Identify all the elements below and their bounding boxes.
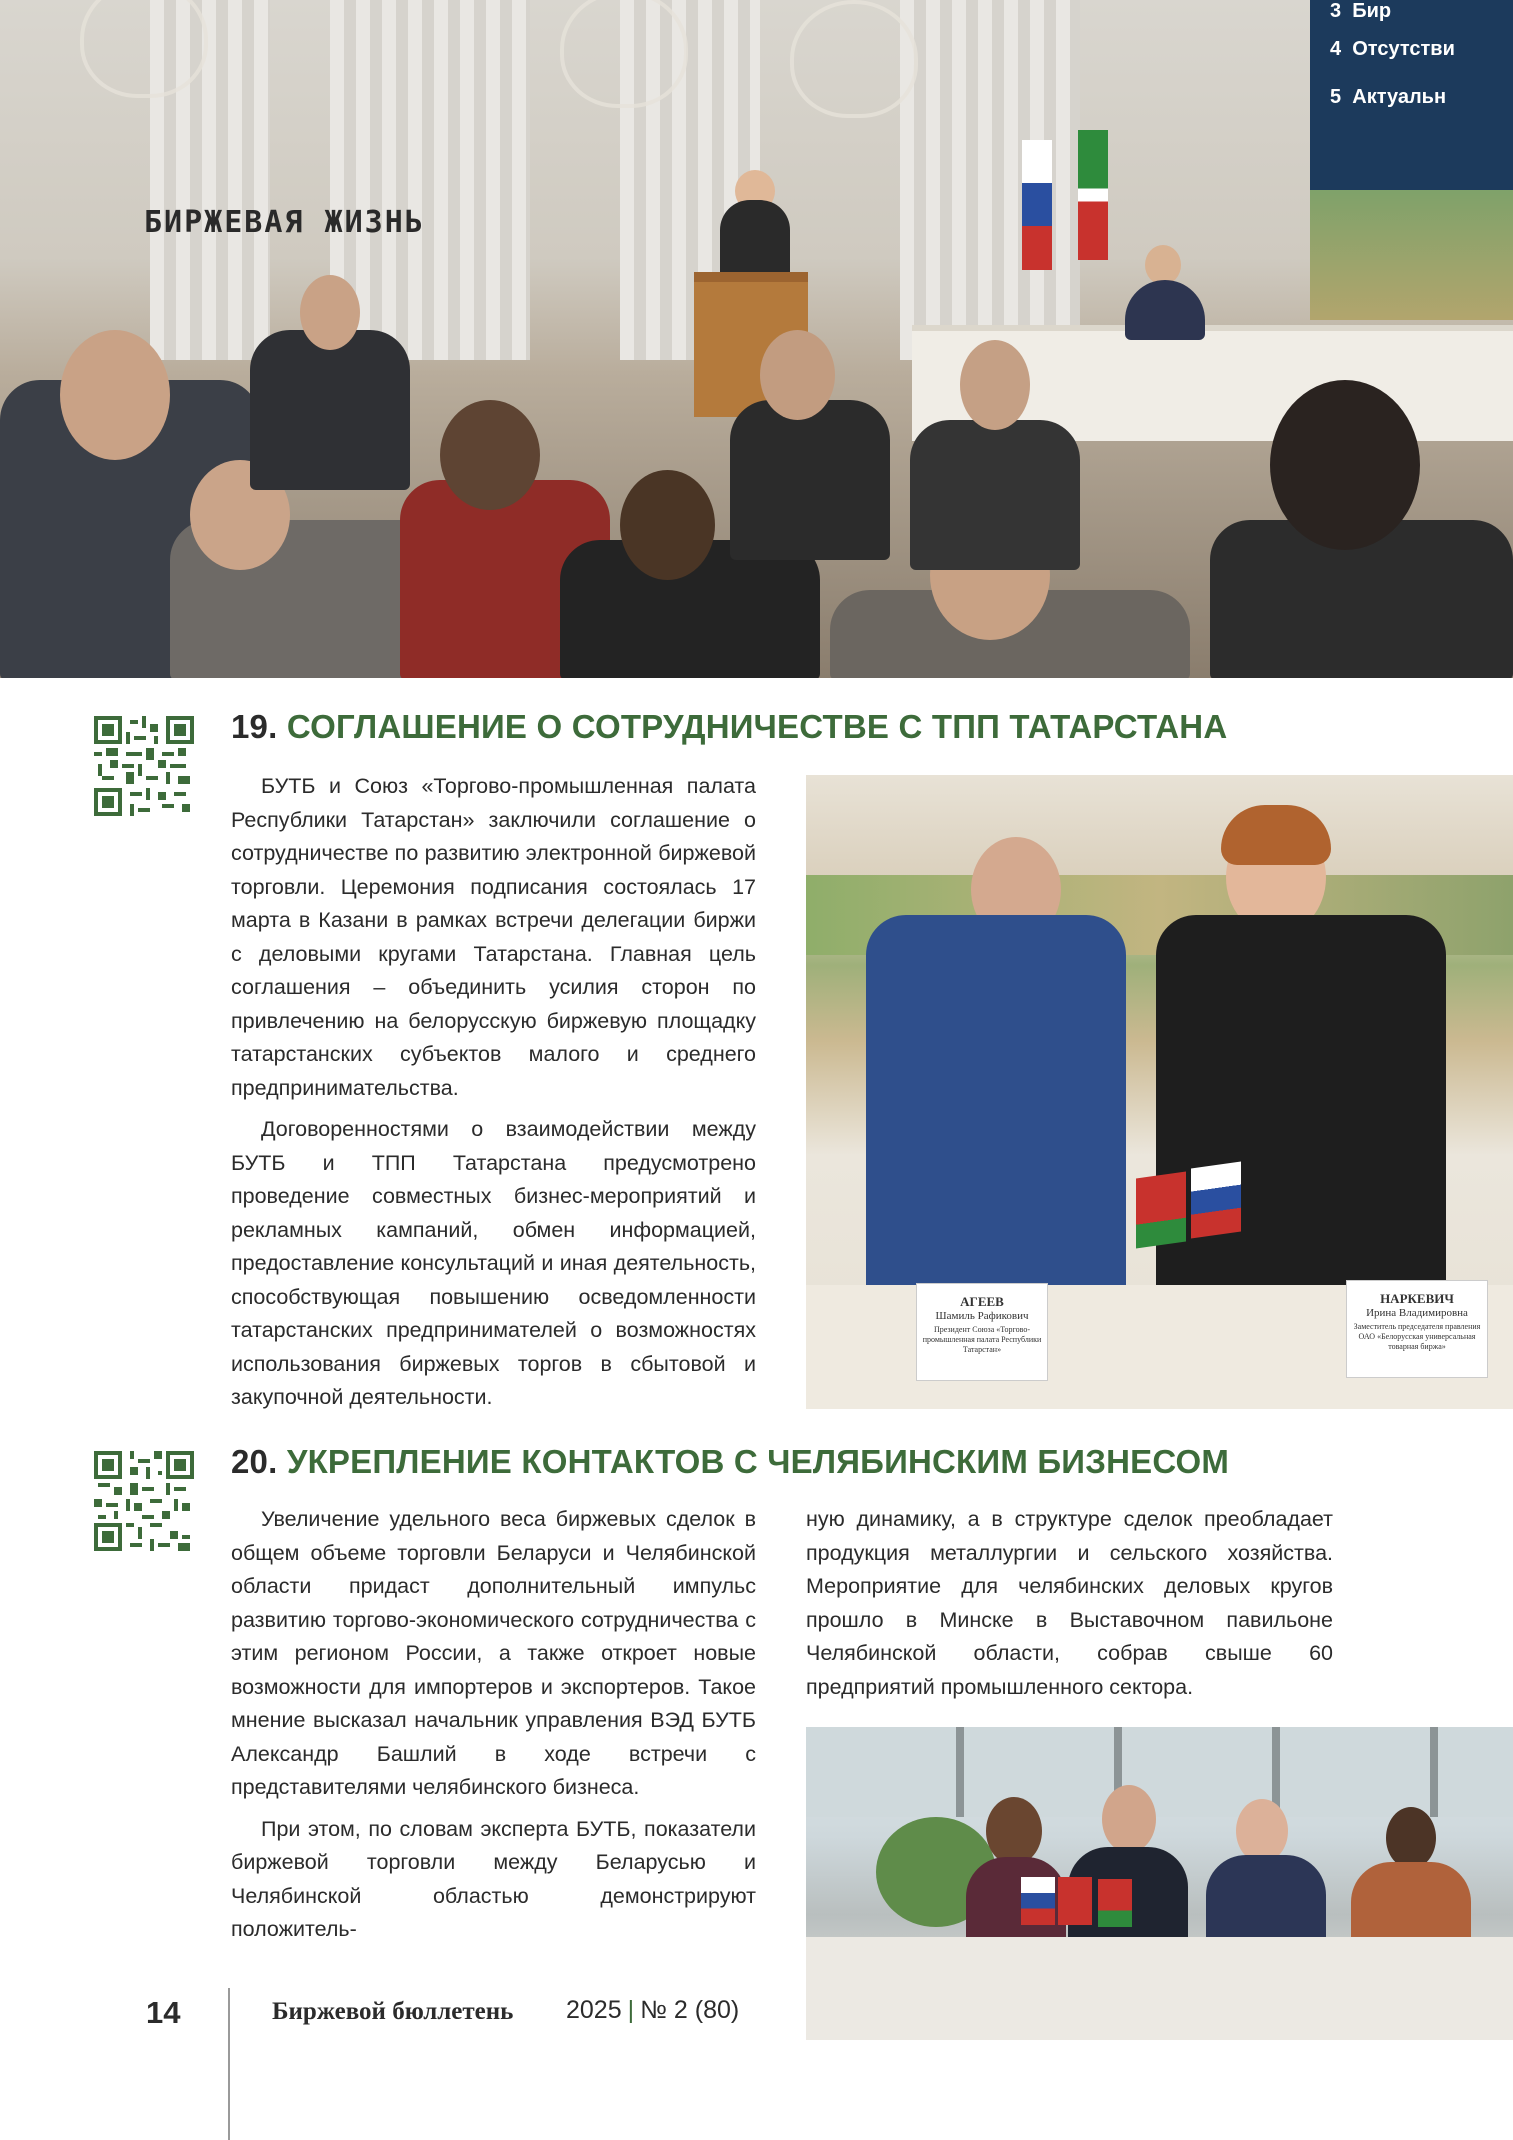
issue-separator: | — [627, 1996, 635, 2024]
russia-flag — [1022, 140, 1052, 270]
paragraph: Договоренностями о взаимодействии между БУТБ и ТПП Татарстана предусмотрено проведение совместных бизнес-мероприятий и рекламных кампаний, обмен информацией, предоставление консультаций и иная деятельность, способствующая повышению осведомленности татарстанских предпринимателей о возможностях использования биржевых торгов в сбытовой и закупочной деятельности. — [231, 1117, 756, 1409]
presidium-person — [1125, 280, 1205, 340]
belarus-flag — [1098, 1879, 1132, 1927]
paragraph: Увеличение удельного веса биржевых сделок в общем объеме торговли Беларуси и Челябинской области придаст дополнительный импульс развитию торгово-экономического сотрудничества с этим регионом России, а также откроет новые возможности для импортеров и экспортеров. Такое мнение высказал начальник управления ВЭД БУТБ Александр Башлий в ходе встречи с представителями челябинского бизнеса. — [231, 1507, 756, 1799]
hero-photo — [0, 0, 1513, 678]
participant — [1102, 1785, 1156, 1853]
curtain — [330, 0, 530, 360]
nameplate-role: Заместитель председателя правления ОАО «Белорусская универсальная товарная биржа» — [1353, 1322, 1481, 1351]
audience-member — [960, 340, 1030, 430]
article-number: 20. — [231, 1443, 278, 1480]
tatarstan-flag — [1078, 130, 1108, 260]
wall-mural — [1310, 190, 1513, 320]
belarus-flag — [1136, 1171, 1186, 1248]
meeting-photo — [806, 1727, 1513, 2040]
article-20-body-col2 — [806, 1503, 1333, 1704]
wall-ornament — [790, 0, 918, 118]
nameplate — [916, 1283, 1048, 1381]
audience-member — [620, 470, 715, 580]
article-number: 19. — [231, 708, 278, 745]
participant — [986, 1797, 1042, 1865]
paragraph: БУТБ и Союз «Торгово-промышленная палата Республики Татарстан» заключили соглашение о сотрудничестве по развитию электронной биржевой торговли. Церемония подписания состоялась 17 марта в Казани в рамках встречи делегации биржи с деловыми кругами Татарстана. Главная цель соглашения – объединить усилия сторон по привлечению на белорусскую биржевую площадку татарстанских субъектов малого и среднего предпринимательства. — [231, 774, 756, 1100]
participant — [1206, 1855, 1326, 1950]
section-label: БИРЖЕВАЯ ЖИЗНЬ — [144, 205, 425, 240]
wall-ornament — [560, 0, 688, 108]
windows — [806, 1727, 1513, 1817]
page-number: 14 — [146, 1995, 181, 2030]
article-19-body — [231, 770, 756, 1415]
screen-item: 4 Отсутстви — [1330, 38, 1455, 60]
man-signing — [866, 915, 1126, 1295]
nameplate-surname: АГЕЕВ — [960, 1294, 1004, 1309]
chelyabinsk-flag — [1058, 1877, 1092, 1925]
audience-member — [250, 330, 410, 490]
participant — [1236, 1799, 1288, 1863]
qr-code-icon[interactable] — [94, 1451, 194, 1551]
speaker — [720, 200, 790, 280]
curtain — [900, 0, 1080, 360]
nameplate-surname: НАРКЕВИЧ — [1380, 1291, 1454, 1306]
article-20-heading — [231, 1443, 1229, 1481]
russia-flag — [1021, 1877, 1055, 1925]
issue-info — [566, 1996, 739, 2025]
participant — [1386, 1807, 1436, 1869]
footer-divider — [228, 1988, 230, 2140]
audience-member — [440, 400, 540, 510]
wall-ornament — [80, 0, 208, 98]
nameplate — [1346, 1280, 1488, 1378]
issue-number: № 2 (80) — [640, 1996, 740, 2024]
article-title: СОГЛАШЕНИЕ О СОТРУДНИЧЕСТВЕ С ТПП ТАТАРСТАНА — [286, 708, 1228, 745]
nameplate-fullname: Ирина Владимировна — [1366, 1307, 1468, 1319]
audience-member — [730, 400, 890, 560]
article-title: УКРЕПЛЕНИЕ КОНТАКТОВ С ЧЕЛЯБИНСКИМ БИЗНЕСОМ — [286, 1443, 1230, 1480]
signing-ceremony-photo — [806, 775, 1513, 1409]
audience-member — [760, 330, 835, 420]
paragraph: При этом, по словам эксперта БУТБ, показатели биржевой торговли между Беларусью и Челябинской областью демонстрируют положитель- — [231, 1816, 756, 1941]
audience-member — [910, 420, 1080, 570]
screen-item: 5 Актуальн — [1330, 86, 1447, 108]
issue-year: 2025 — [566, 1996, 622, 2024]
nameplate-role: Президент Союза «Торгово-промышленная палата Республики Татарстан» — [922, 1325, 1042, 1354]
audience-member — [60, 330, 170, 460]
woman-signing — [1156, 915, 1446, 1295]
paragraph: ную динамику, а в структуре сделок преобладает продукция металлургии и сельского хозяйства. Мероприятие для челябинских деловых кругов прошло в Минске в Выставочном павильоне Челябинской области, собрав свыше 60 предприятий промышленного сектора. — [806, 1507, 1333, 1699]
audience-member — [1270, 380, 1420, 550]
article-19-heading — [231, 708, 1227, 746]
qr-code-icon[interactable] — [94, 716, 194, 816]
russia-flag — [1191, 1161, 1241, 1238]
table — [806, 1937, 1513, 2040]
presidium-person — [1145, 245, 1181, 285]
audience-member — [300, 275, 360, 350]
magazine-name: Биржевой бюллетень — [272, 1998, 514, 2025]
nameplate-fullname: Шамиль Рафикович — [935, 1310, 1029, 1322]
presentation-screen — [1310, 0, 1513, 190]
screen-item: 3 Бир — [1330, 0, 1392, 22]
woman-signing — [1221, 805, 1331, 865]
article-20-body-col1 — [231, 1503, 756, 1947]
